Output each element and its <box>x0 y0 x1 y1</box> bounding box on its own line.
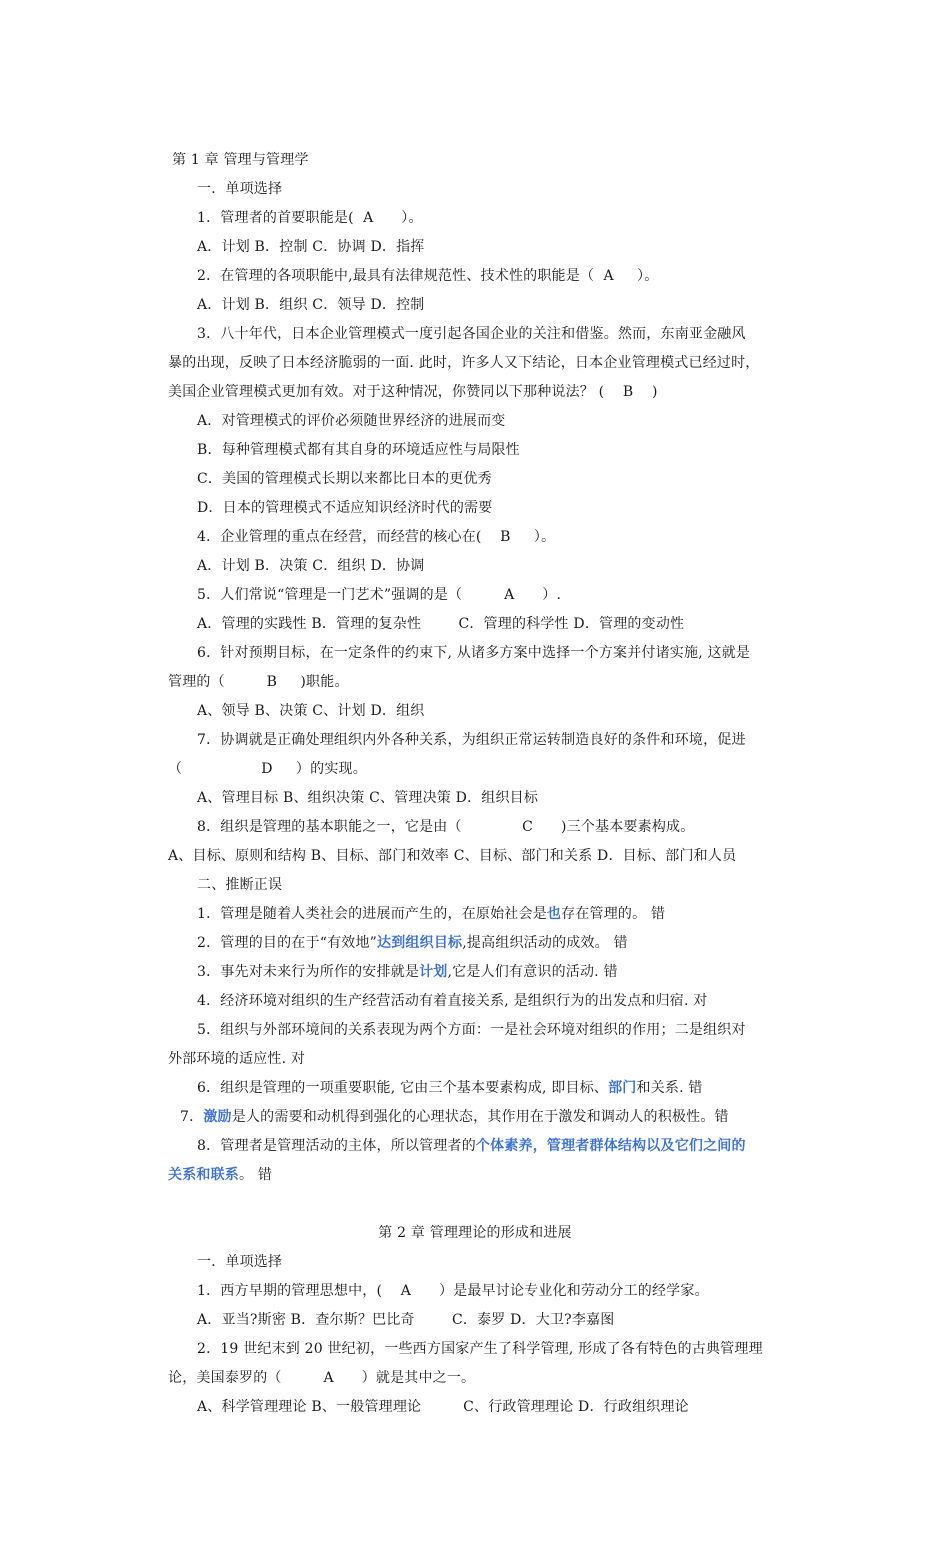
question-6-options: A、领导 B、决策 C、计划 D．组织 <box>197 703 425 719</box>
tf-8-text-b: 。 错 <box>239 1167 273 1183</box>
question-7-options: A、管理目标 B、组织决策 C、管理决策 D．组织目标 <box>197 790 539 806</box>
tf-2-text-a: 2．管理的目的在于“有效地” <box>197 935 378 951</box>
tf-8-highlight-2: 关系和联系 <box>168 1167 239 1183</box>
question-2-options: A．计划 B．组织 C．领导 D．控制 <box>197 297 425 313</box>
tf-item-7 <box>180 1107 729 1127</box>
tf-item-3 <box>197 962 618 982</box>
ch2-section-single-choice: 一．单项选择 <box>197 1254 283 1270</box>
chapter-1-title: 第 1 章 管理与管理学 <box>172 152 309 168</box>
tf-7-text-a: 7． <box>180 1109 204 1125</box>
question-3-line-2: 暴的出现，反映了日本经济脆弱的一面. 此时，许多人又下结论，日本企业管理模式已经过时， <box>168 355 760 371</box>
question-6-line-2: 管理的（ B )职能。 <box>168 674 349 690</box>
question-3-option-b: B．每种管理模式都有其自身的环境适应性与局限性 <box>197 442 520 458</box>
tf-item-5-line-1: 5．组织与外部环境间的关系表现为两个方面：一是社会环境对组织的作用；二是组织对 <box>197 1022 746 1038</box>
question-7-line-1: 7．协调就是正确处理组织内外各种关系，为组织正常运转制造良好的条件和环境，促进 <box>197 732 746 748</box>
ch2-question-2-options: A、科学管理理论 B、一般管理理论 C、行政管理理论 D．行政组织理论 <box>197 1399 689 1415</box>
tf-2-highlight: 达到组织目标 <box>377 935 463 951</box>
question-6-line-1: 6．针对预期目标，在一定条件的约束下, 从诸多方案中选择一个方案并付诸实施, 这就是 <box>197 645 751 661</box>
tf-1-highlight: 也 <box>546 906 562 922</box>
question-3-option-a: A．对管理模式的评价必须随世界经济的进展而变 <box>197 413 506 429</box>
tf-item-4: 4．经济环境对组织的生产经营活动有着直接关系, 是组织行为的出发点和归宿. 对 <box>197 993 708 1009</box>
tf-8-highlight-1: 个体素养，管理者群体结构以及它们之间的 <box>475 1138 746 1154</box>
ch2-question-2-line-2: 论，美国泰罗的（ A ）就是其中之一。 <box>168 1370 476 1386</box>
question-8: 8．组织是管理的基本职能之一，它是由（ C )三个基本要素构成。 <box>197 819 695 835</box>
tf-3-text-a: 3．事先对未来行为所作的安排就是 <box>197 964 420 980</box>
question-1-options: A．计划 B．控制 C．协调 D．指挥 <box>197 239 425 255</box>
tf-3-highlight: 计划 <box>419 964 448 980</box>
ch2-question-2-line-1: 2．19 世纪末到 20 世纪初，一些西方国家产生了科学管理, 形成了各有特色的古典管理理 <box>197 1341 763 1357</box>
question-5: 5．人们常说“管理是一门艺术”强调的是（ A ）. <box>197 587 562 603</box>
question-3-option-d: D．日本的管理模式不适应知识经济时代的需要 <box>197 500 493 516</box>
tf-item-8-line-2 <box>168 1165 272 1185</box>
question-2: 2．在管理的各项职能中,最具有法律规范性、技术性的职能是（ A ）。 <box>197 268 659 284</box>
question-3-line-3: 美国企业管理模式更加有效。对于这种情况，你赞同以下那种说法？ ( B ) <box>168 384 658 400</box>
question-4: 4．企业管理的重点在经营，而经营的核心在( B ）。 <box>197 529 556 545</box>
question-8-options: A、目标、原则和结构 B、目标、部门和效率 C、目标、部门和关系 D．目标、部门和人员 <box>168 848 737 864</box>
tf-3-text-b: ,它是人们有意识的活动. 错 <box>447 964 618 980</box>
question-3-line-1: 3．八十年代，日本企业管理模式一度引起各国企业的关注和借鉴。然而，东南亚金融风 <box>197 326 746 342</box>
tf-1-text-a: 1．管理是随着人类社会的进展而产生的，在原始社会是 <box>197 906 547 922</box>
tf-8-text-a: 8．管理者是管理活动的主体，所以管理者的 <box>197 1138 476 1154</box>
question-5-options: A．管理的实践性 B．管理的复杂性 C．管理的科学性 D．管理的变动性 <box>197 616 685 632</box>
tf-item-5-line-2: 外部环境的适应性. 对 <box>168 1051 306 1067</box>
question-4-options: A．计划 B．决策 C．组织 D．协调 <box>197 558 425 574</box>
question-3-option-c: C．美国的管理模式长期以来都比日本的更优秀 <box>197 471 492 487</box>
tf-2-text-b: ,提高组织活动的成效。 错 <box>462 935 628 951</box>
ch2-question-1: 1．西方早期的管理思想中，( A ）是最早讨论专业化和劳动分工的经学家。 <box>197 1283 709 1299</box>
tf-6-text-a: 6．组织是管理的一项重要职能, 它由三个基本要素构成, 即目标、 <box>197 1080 609 1096</box>
tf-7-text-b: 是人的需要和动机得到强化的心理状态，其作用在于激发和调动人的积极性。错 <box>231 1109 729 1125</box>
question-1: 1．管理者的首要职能是( A ）。 <box>197 210 423 226</box>
tf-6-text-b: 和关系. 错 <box>636 1080 703 1096</box>
tf-item-8-line-1 <box>197 1136 746 1156</box>
section-single-choice: 一．单项选择 <box>197 181 283 197</box>
tf-7-highlight: 激励 <box>203 1109 232 1125</box>
chapter-2-title: 第 2 章 管理理论的形成和进展 <box>378 1225 572 1241</box>
ch2-question-1-options: A．亚当?斯密 B．查尔斯？巴比奇 C．泰罗 D．大卫?李嘉图 <box>197 1312 615 1328</box>
section-true-false: 二、推断正误 <box>197 877 283 893</box>
tf-item-2 <box>197 933 628 953</box>
tf-1-text-b: 存在管理的。 错 <box>561 906 666 922</box>
tf-item-1 <box>197 904 665 924</box>
question-7-line-2: （ D ）的实现。 <box>168 761 367 777</box>
tf-6-highlight: 部门 <box>608 1080 637 1096</box>
tf-item-6 <box>197 1078 703 1098</box>
